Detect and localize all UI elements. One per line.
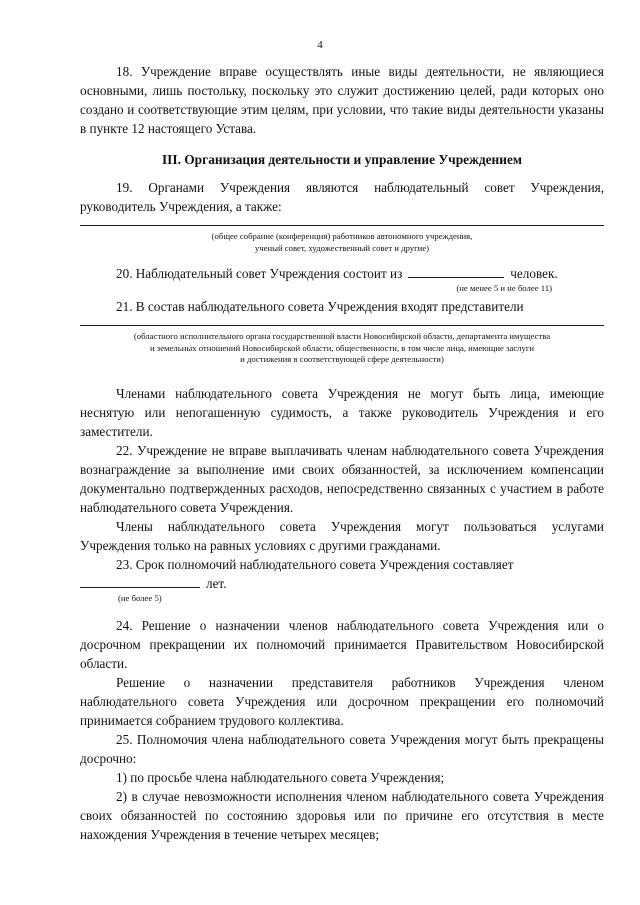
paragraph-22b: Члены наблюдательного совета Учреждения могут пользоваться услугами Учреждения только на равных условиях с другими гражданами.	[80, 518, 604, 553]
paragraph-21b: Членами наблюдательного совета Учреждения не могут быть лица, имеющие неснятую или непогашенную судимость, а также руководитель Учреждения и его заместители.	[80, 385, 604, 439]
blank-field-23	[80, 575, 200, 588]
paragraph-23: 23. Срок полномочий наблюдательного совета Учреждения составляет	[116, 556, 514, 572]
note-20: (не менее 5 и не более 11)	[456, 283, 552, 293]
blank-line-21	[80, 316, 604, 326]
page-number: 4	[317, 39, 323, 51]
note-23: (не более 5)	[118, 592, 162, 603]
paragraph-24b: Решение о назначении представителя работников Учреждения членом наблюдательного совета Учреждения или досрочном прекращении его полномочий принимается собранием трудового коллектива.	[80, 675, 604, 728]
paragraph-20-end: человек.	[510, 266, 558, 281]
paragraph-21: 21. В состав наблюдательного совета Учреждения входят представители	[116, 299, 524, 314]
note-21-line-2: и земельных отношений Новосибирской области, общественности, в том числе лица, имеющие заслуги	[149, 342, 535, 353]
blank-line-19	[80, 216, 604, 226]
paragraph-25-item-2: 2) в случае невозможности исполнения членом наблюдательного совета Учреждения своих обязанностей по состоянию здоровья или по причине его отсутствия в месте нахождения Учреждения в течение четырех месяцев;	[80, 789, 604, 842]
note-21-line-1: (областного исполнительного органа государственной власти Новосибирской области, департамента имущества	[133, 331, 551, 341]
paragraph-25: 25. Полномочия члена наблюдательного совета Учреждения могут быть прекращены досрочно:	[80, 732, 604, 766]
paragraph-19: 19. Органами Учреждения являются наблюдательный совет Учреждения, руководитель Учреждения, а также:	[80, 180, 604, 214]
paragraph-18: 18. Учреждение вправе осуществлять иные виды деятельности, не являющиеся основными, лишь постольку, поскольку это служит достижению целей, ради которых оно создано и соответствующие этим целям, при условии, что такие виды деятельности указаны в пункте 12 настоящего Устава.	[80, 64, 604, 136]
note-21-line-3: и достижения в соответствующей сфере деятельности)	[240, 354, 444, 364]
note-19-line-2: ученый совет, художественный совет и другие)	[254, 242, 430, 253]
note-19-line-1: (общее собрание (конференция) работников автономного учреждения,	[211, 231, 473, 241]
blank-field-20	[408, 265, 504, 278]
paragraph-25-item-1: 1) по просьбе члена наблюдательного совета Учреждения;	[116, 770, 445, 785]
paragraph-22: 22. Учреждение не вправе выплачивать членам наблюдательного совета Учреждения вознаграждение за выполнение ими своих обязанностей, за исключением компенсации документально подтвержденных расходов, непосредственно связанных с участием в работе наблюдательного совета Учреждения.	[80, 442, 604, 515]
paragraph-24: 24. Решение о назначении членов наблюдательного совета Учреждения или о досрочном прекращении их полномочий принимается Правительством Новосибирской области.	[80, 618, 604, 671]
paragraph-20-text: 20. Наблюдательный совет Учреждения состоит из	[116, 266, 403, 281]
section-heading: III. Организация деятельности и управление Учреждением	[161, 152, 523, 167]
paragraph-20	[80, 264, 604, 283]
document-body	[80, 62, 604, 844]
paragraph-23-end: лет.	[206, 575, 227, 591]
paragraph-23-blank-row	[80, 574, 604, 593]
